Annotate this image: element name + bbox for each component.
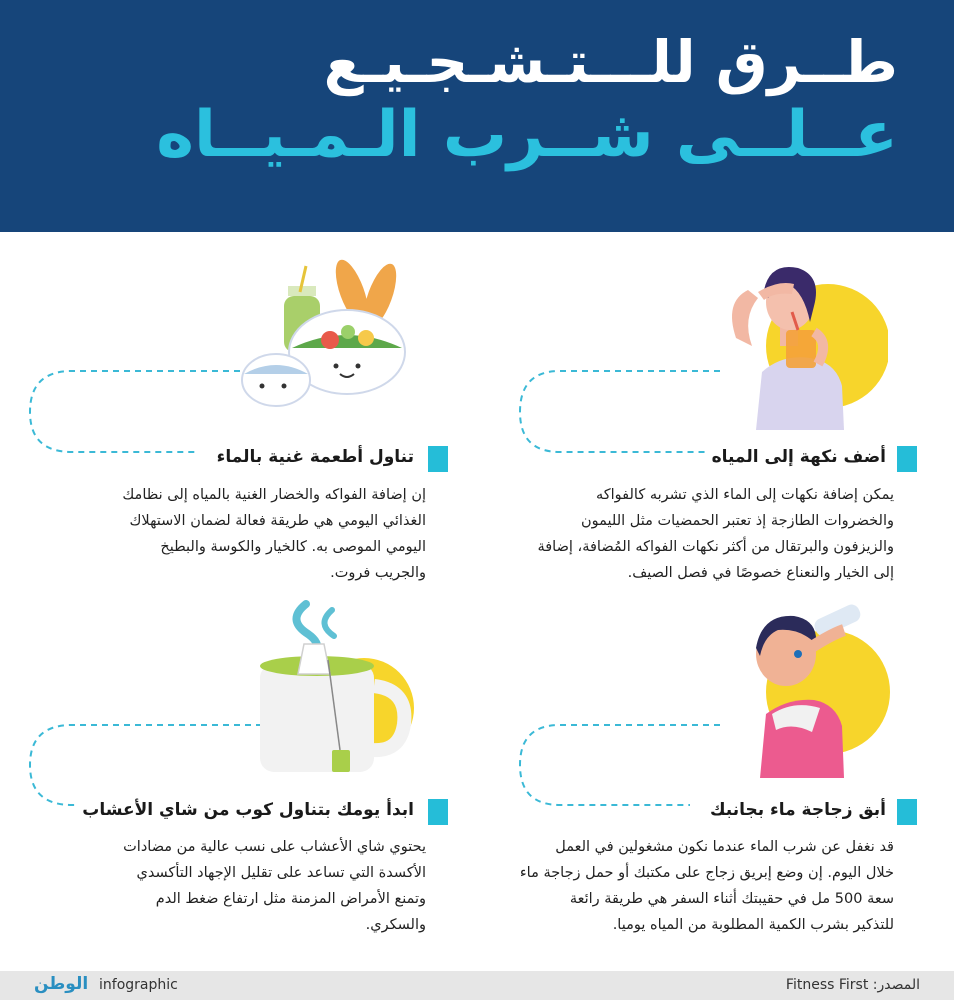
page-title-line2: عــلــى شــرب الـمـيــاه	[156, 98, 898, 172]
card-1-marker	[897, 446, 917, 472]
source-credit: المصدر: Fitness First	[785, 977, 920, 993]
card-2-title: تناول أطعمة غنية بالماء	[216, 447, 414, 467]
card-3-line: قد نغفل عن شرب الماء عندما نكون مشغولين في العمل	[555, 839, 894, 855]
connector-card-2	[30, 371, 262, 452]
card-3-title: أبق زجاجة ماء بجانبك	[709, 800, 886, 820]
card-2-line: الغذائي اليومي هي طريقة فعالة لضمان الاستهلاك	[129, 513, 426, 529]
card-4-body	[16, 834, 426, 938]
card-1-line: والخضروات الطازجة إذ تعتبر الحمضيات مثل الليمون	[581, 513, 894, 529]
card-1-line: يمكن إضافة نكهات إلى الماء الذي تشربه كالفواكه	[595, 487, 894, 503]
man-drinking-bottle-illustration	[716, 604, 892, 778]
herbal-tea-mug-illustration	[246, 600, 416, 778]
card-4-line: والسكري.	[365, 917, 426, 933]
card-1-body	[494, 482, 894, 586]
card-3-line: سعة 500 مل في حقيبتك أثناء السفر هي طريقة رائعة	[569, 891, 894, 907]
card-2-line: والجريب فروت.	[330, 565, 426, 581]
card-2-body	[16, 482, 426, 586]
card-4-title: ابدأ يومك بتناول كوب من شاي الأعشاب	[82, 800, 414, 820]
page-title-line1: طــرق للـــتـشـجـيـع	[323, 28, 898, 96]
card-4-line: يحتوي شاي الأعشاب على نسب عالية من مضادات	[123, 839, 426, 855]
card-4-marker	[428, 799, 448, 825]
card-2-line: إن إضافة الفواكه والخضار الغنية بالمياه إلى نظامك	[122, 487, 426, 503]
footer-bar	[0, 971, 954, 1000]
card-2-marker	[428, 446, 448, 472]
card-1-line: إلى الخيار والنعناع خصوصًا في فصل الصيف.	[627, 565, 894, 581]
card-1-title: أضف نكهة إلى المياه	[711, 447, 886, 467]
card-3-line: خلال اليوم. إن وضع إبريق زجاج على مكتبك أو حمل زجاجة ماء	[519, 865, 894, 881]
connector-card-1	[520, 371, 720, 452]
connector-card-3	[520, 725, 720, 805]
alwatan-logo: الوطن	[34, 974, 89, 994]
woman-drinking-juice-illustration	[718, 262, 888, 430]
fruit-bowls-illustration	[232, 252, 422, 417]
card-1-line: والزيزفون والبرتقال من أكثر نكهات الفواكه المُضافة، إضافة	[537, 539, 894, 555]
card-2-line: اليومي الموصى به. كالخيار والكوسة والبطيخ	[160, 539, 426, 555]
card-3-marker	[897, 799, 917, 825]
card-4-line: وتمنع الأمراض المزمنة مثل ارتفاع ضغط الدم	[155, 891, 426, 907]
card-3-body	[454, 834, 894, 938]
connector-card-4	[30, 725, 262, 805]
card-3-line: للتذكير بشرب الكمية المطلوبة من المياه يوميا.	[612, 917, 894, 933]
card-4-line: الأكسدة التي تساعد على تقليل الإجهاد التأكسدي	[136, 865, 426, 881]
infographic-label: infographic	[99, 977, 178, 993]
